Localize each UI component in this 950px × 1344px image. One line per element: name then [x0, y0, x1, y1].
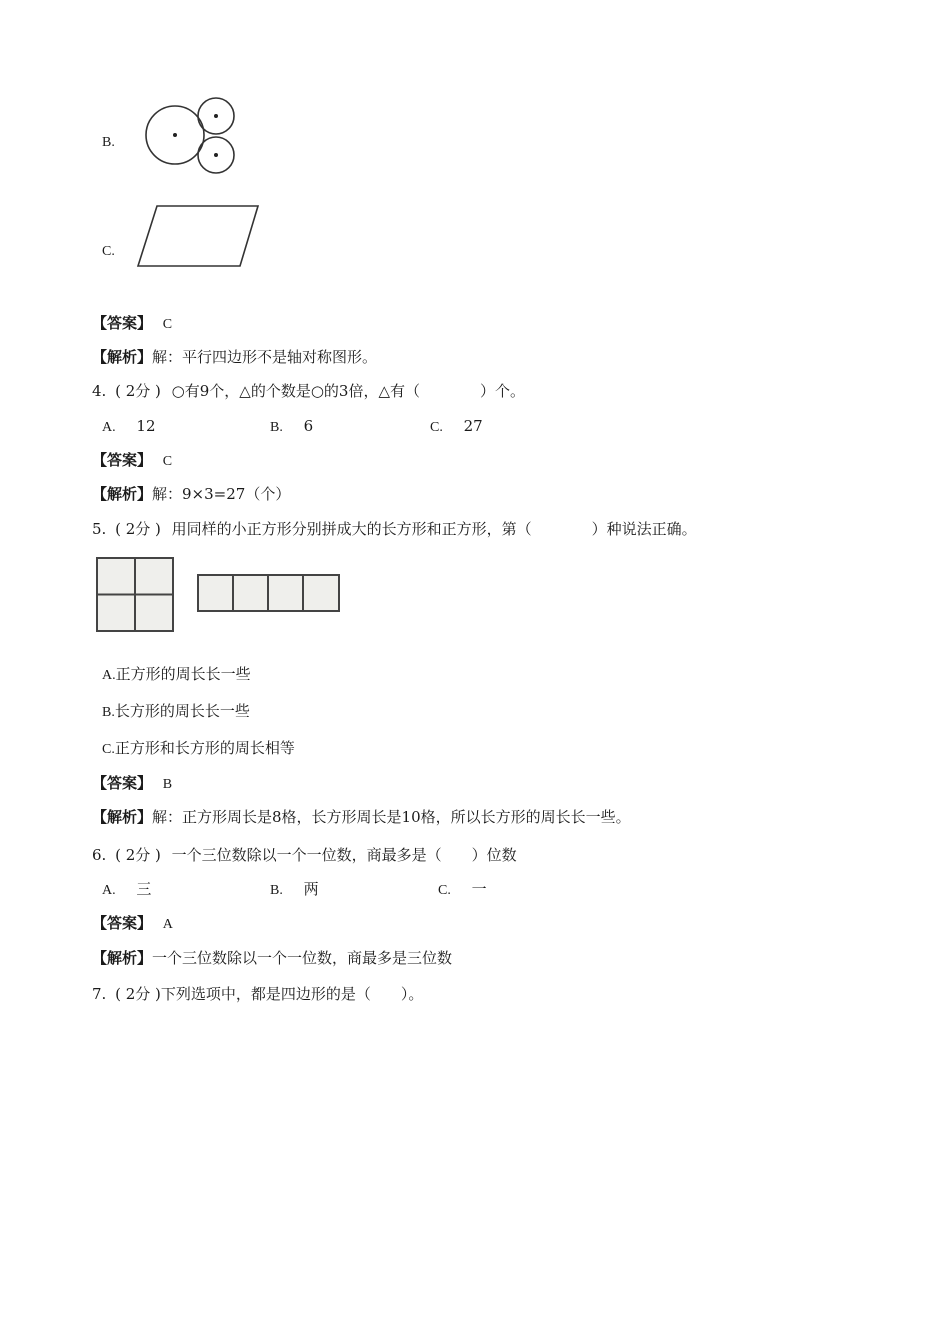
- question-number: 4.: [92, 382, 107, 400]
- option-label: C.: [438, 883, 451, 898]
- q4-option-a: [102, 416, 156, 438]
- answer-tag: 【答案】: [92, 774, 153, 792]
- q5-analysis-line: [92, 807, 631, 827]
- q6-answer-line: [92, 913, 173, 935]
- question-number: 5.: [92, 520, 107, 538]
- q3-analysis-line: [92, 347, 377, 367]
- answer-tag: 【答案】: [92, 914, 153, 932]
- option-label: C.: [430, 420, 443, 435]
- q6-stem-line: [92, 845, 517, 865]
- question-stem: 下列选项中，都是四边形的是（ ）。: [160, 985, 424, 1003]
- option-text: 正方形的周长长一些: [115, 665, 251, 683]
- q3-option-c-parallelogram-figure: [135, 203, 265, 271]
- q7-stem-line: [92, 984, 423, 1004]
- analysis-text: 一个三位数除以一个一位数，商最多是三位数: [152, 949, 453, 967]
- analysis-tag: 【解析】: [92, 949, 153, 967]
- question-score: ( 2分 ): [115, 846, 161, 864]
- q6-option-a: [102, 879, 151, 901]
- question-score: ( 2分 ): [115, 520, 161, 538]
- q5-square-figure: [96, 557, 176, 633]
- answer-tag: 【答案】: [92, 451, 153, 469]
- option-text: 12: [136, 417, 156, 435]
- option-text: 27: [463, 417, 483, 435]
- option-label: C.: [102, 742, 115, 757]
- answer-value: B: [162, 777, 173, 792]
- q3-answer-line: [92, 313, 172, 335]
- option-label: A.: [102, 668, 116, 683]
- q5-option-b: [102, 701, 250, 723]
- option-text: 两: [303, 880, 319, 898]
- question-number: 7.: [92, 985, 107, 1003]
- q5-option-c: [102, 738, 295, 760]
- analysis-text: 解：9×3=27（个）: [152, 485, 291, 503]
- q6-option-b: [270, 879, 319, 901]
- answer-value: A: [162, 917, 173, 932]
- analysis-tag: 【解析】: [92, 485, 153, 503]
- analysis-text: 解：正方形周长是8格，长方形周长是10格，所以长方形的周长长一些。: [152, 808, 631, 826]
- analysis-tag: 【解析】: [92, 808, 153, 826]
- q6-analysis-line: [92, 948, 452, 968]
- q3-option-b-label: B.: [102, 135, 115, 150]
- q3-option-b-circles-figure: [140, 95, 240, 180]
- option-label: A.: [102, 883, 116, 898]
- option-text: 三: [136, 880, 152, 898]
- question-stem: 一个三位数除以一个一位数，商最多是（ ）位数: [171, 846, 517, 864]
- question-score: ( 2分 ): [115, 382, 161, 400]
- question-score: ( 2分 ): [115, 985, 161, 1003]
- question-stem: 用同样的小正方形分别拼成大的长方形和正方形，第（ ）种说法正确。: [171, 520, 697, 538]
- q5-option-a: [102, 664, 251, 686]
- q5-rectangle-figure: [197, 574, 341, 614]
- answer-tag: 【答案】: [92, 314, 153, 332]
- question-number: 6.: [92, 846, 107, 864]
- q4-option-b: [270, 416, 313, 438]
- q4-answer-line: [92, 450, 172, 472]
- option-text: 长方形的周长长一些: [114, 702, 250, 720]
- analysis-tag: 【解析】: [92, 348, 153, 366]
- option-text: 一: [471, 880, 487, 898]
- option-text: 正方形和长方形的周长相等: [114, 739, 295, 757]
- q4-stem-line: [92, 381, 525, 401]
- question-stem: ○有9个，△的个数是○的3倍，△有（ ）个。: [171, 382, 526, 400]
- q4-option-c: [430, 416, 483, 438]
- option-label: A.: [102, 420, 116, 435]
- option-label: B.: [270, 420, 283, 435]
- q5-answer-line: [92, 773, 172, 795]
- option-text: 6: [303, 417, 314, 435]
- option-label: B.: [270, 883, 283, 898]
- analysis-text: 解：平行四边形不是轴对称图形。: [152, 348, 378, 366]
- q4-analysis-line: [92, 484, 290, 504]
- answer-value: C: [162, 454, 173, 469]
- q6-option-c: [438, 879, 487, 901]
- q5-stem-line: [92, 519, 697, 539]
- option-label: B.: [102, 705, 115, 720]
- answer-value: C: [162, 317, 173, 332]
- q3-option-c-label: C.: [102, 244, 115, 259]
